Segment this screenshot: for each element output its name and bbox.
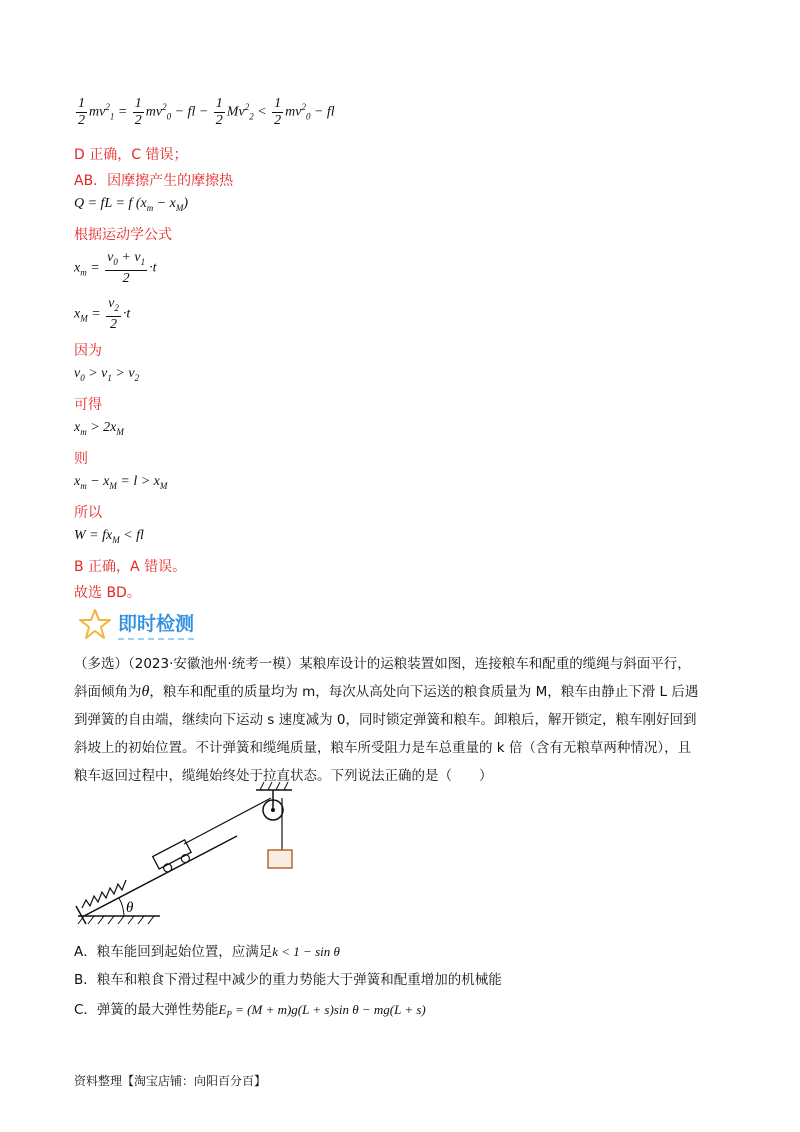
ground-hatch [78,916,154,924]
incline-surface [84,836,237,916]
displacement-inequality: $x_m > 2x_M$ [74,420,124,437]
angle-arc [119,898,124,916]
because-label: 因为 [74,343,102,359]
heat-equation: Q = fL = f $(x_m - x_M)$ [74,196,189,213]
star-icon [78,607,112,641]
answer: 故选 BD。 [74,585,141,601]
xm-equation: $x_m$ = $\frac{v_0 + v_1}{2}$ ·t [74,250,157,286]
relative-displacement: $x_m - x_M = l > x_M$ [74,474,168,491]
can-get-label: 可得 [74,397,102,413]
section-title: 即时检测 [118,609,194,640]
angle-label: θ [126,900,134,916]
cart-wheel [180,853,191,864]
so-label: 所以 [74,505,102,521]
xM-equation: $x_M$ = $\frac{v_2}{2}$ ·t [74,296,131,332]
cart-wheel [162,863,173,874]
option-b: B．粮车和粮食下滑过程中减少的重力势能大于弹簧和配重增加的机械能 [74,972,502,988]
incline-diagram [72,778,312,928]
conclusion-b: B 正确，A 错误。 [74,559,187,575]
question-text: （多选）（2023·安徽池州·统考一模）某粮库设计的运粮装置如图，连接粮车和配重的缆绳与斜面平行， 斜面倾角为θ，粮车和配重的质量均为 m，每次从高处向下运送的粮食质量为 M，粮车由静止下滑 L 后遇 到弹簧的自由端，继续向下运动 s 速度减为 0，同时锁定弹簧和粮车。卸粮后，解开锁定，粮车刚好回到 斜坡上的初始位置。不计弹簧和缆绳质量，粮车所受阻力是车总重量的 k 倍（含有无粮草两种情况），且 粮车返回过程中，缆绳始终处于拉直状态。下列说法正确的是（ ） [74,656,699,784]
rope-upper [184,798,271,844]
spring [82,880,126,908]
then-label: 则 [74,451,88,467]
ceiling-hatch [260,782,288,790]
work-inequality: $W = fx_M$ < fl [74,528,144,545]
fraction-half: $\frac{1}{2}$ [78,96,85,128]
conclusion-d: D 正确，C 错误； [74,147,188,163]
kinematics-label: 根据运动学公式 [74,227,172,243]
option-c: C．弹簧的最大弹性势能$E_P = (M + m)g(L + s)\sin$ θ − mg(L + s) [74,1002,426,1020]
section-heading [78,604,194,644]
velocity-inequality: $v_0 > v_1 > v_2$ [74,366,140,383]
counterweight [268,850,292,868]
footer-credit: 资料整理【淘宝店铺：向阳百分百】 [74,1074,267,1088]
energy-equation: $\frac{1}{2}$ $mv^2_1$ = $\frac{1}{2}$ $mv^2_0$ − fl − $\frac{1}{2}$ $Mv^2_2$ < $\frac{1}{2}$ $mv^2_0$ − fl [78,96,335,128]
option-a: A．粮车能回到起始位置，应满足k < 1 − sin θ [74,944,340,960]
section-ab: AB．因摩擦产生的摩擦热 [74,173,234,189]
